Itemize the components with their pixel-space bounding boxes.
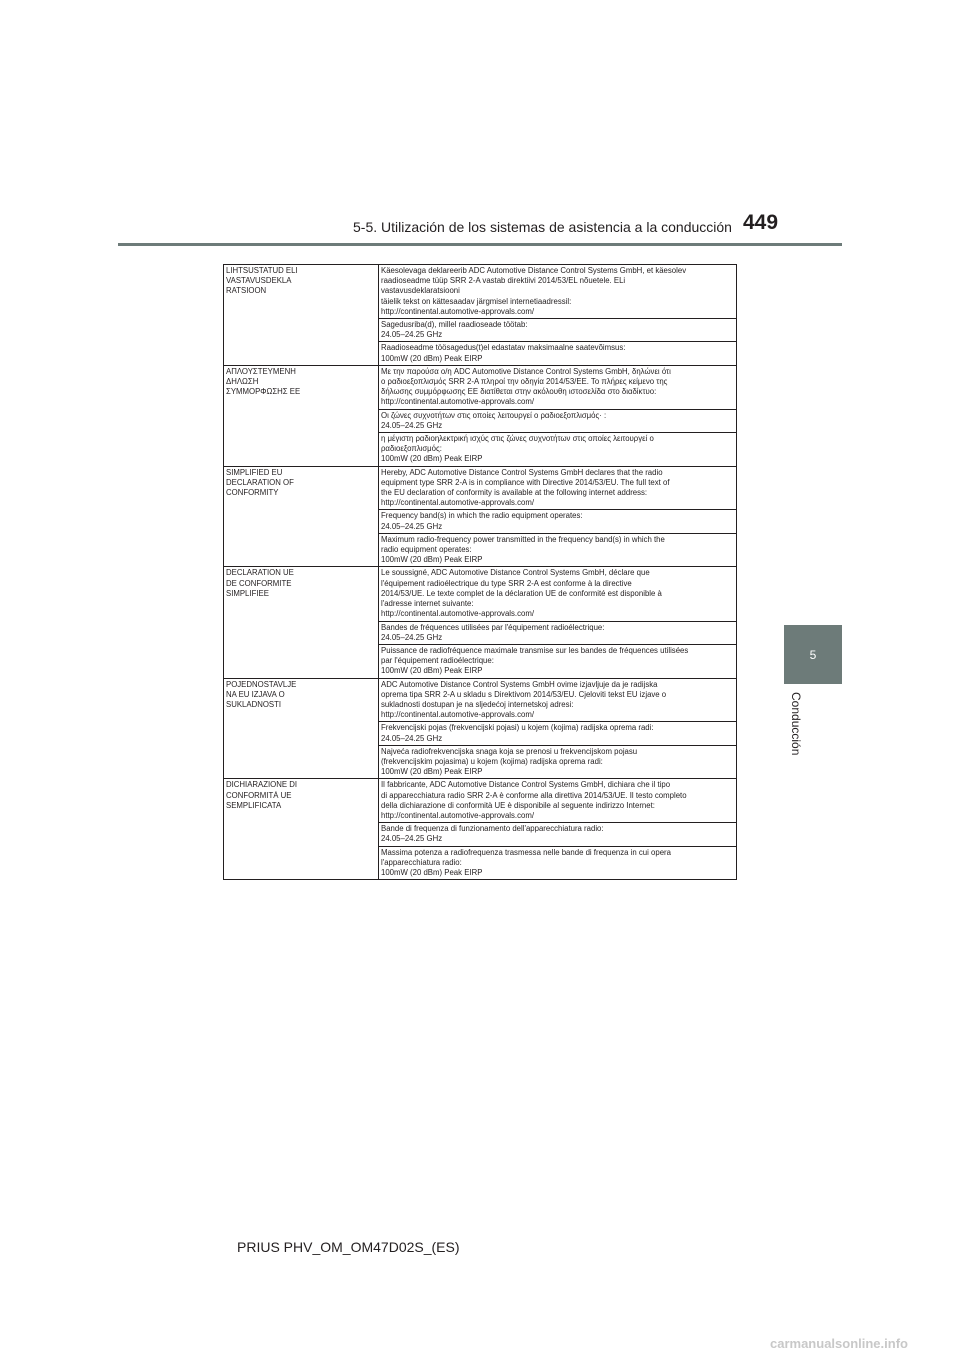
declaration-title-line: SIMPLIFIED EU <box>226 467 283 477</box>
declaration-text-line: the EU declaration of conformity is available at the following internet address: <box>381 488 648 498</box>
declaration-text-line: Raadioseadme töösagedus(t)el edastatav maksimaalne saatevõimsus: <box>381 343 626 353</box>
declaration-text-line: di apparecchiatura radio SRR 2-A è conforme alla direttiva 2014/53/UE. Il testo completo <box>381 790 687 800</box>
declaration-text-cell <box>379 409 737 432</box>
declaration-text-line: ADC Automotive Distance Control Systems GmbH ovime izjavljuje da je radijska <box>381 679 658 689</box>
declaration-text-line: Sagedusriba(d), millel raadioseade töötab: <box>381 320 528 330</box>
declaration-title-line: ΑΠΛΟΥΣΤΕΥΜΕΝΗ <box>226 366 296 376</box>
declaration-text-cell <box>379 365 737 409</box>
declaration-title-line: VASTAVUSDEKLA <box>226 276 292 286</box>
table-row <box>224 678 737 722</box>
declaration-text-line: http://continental.automotive-approvals.com/ <box>381 810 534 820</box>
declaration-text-line: http://continental.automotive-approvals.com/ <box>381 498 534 508</box>
table-row <box>224 365 737 409</box>
declaration-title-cell <box>224 265 379 366</box>
declaration-title-line: SEMPLIFICATA <box>226 800 282 810</box>
declaration-text-cell <box>379 433 737 467</box>
declaration-text-line: 24.05–24.25 GHz <box>381 733 443 743</box>
declaration-text-line: 24.05–24.25 GHz <box>381 834 443 844</box>
declaration-text-line: vastavusdeklaratsiooni <box>381 286 460 296</box>
declaration-title-line: NA EU IZJAVA O <box>226 689 285 699</box>
table-row <box>224 466 737 510</box>
declaration-text-cell <box>379 745 737 779</box>
table-row <box>224 567 737 621</box>
declaration-text-line: 24.05–24.25 GHz <box>381 420 443 430</box>
declaration-text-line: η μέγιστη ραδιοηλεκτρική ισχύς στις ζώνες συχνοτήτων στις οποίες λειτουργεί ο <box>381 434 654 444</box>
chapter-number: 5 <box>809 647 817 662</box>
declaration-text-cell <box>379 823 737 846</box>
declaration-text-line: Bande di frequenza di funzionamento dell'apparecchiatura radio: <box>381 824 604 834</box>
declaration-text-line: 2014/53/UE. Le texte complet de la déclaration UE de conformité est disponible à <box>381 588 662 598</box>
declaration-text-line: http://continental.automotive-approvals.com/ <box>381 609 534 619</box>
declaration-text-cell <box>379 265 737 319</box>
declaration-text-line: sukladnosti dostupan je na sljedećoj internetskoj adresi: <box>381 699 574 709</box>
declarations-table <box>223 264 737 880</box>
header-rule <box>118 243 842 246</box>
declaration-title-cell <box>224 779 379 880</box>
declaration-text-line: ραδιοεξοπλισμός: <box>381 444 442 454</box>
declaration-text-cell <box>379 846 737 880</box>
declaration-text-line: 24.05–24.25 GHz <box>381 632 443 642</box>
declaration-text-line: Massima potenza a radiofrequenza trasmessa nelle bande di frequenza in cui opera <box>381 847 671 857</box>
declaration-text-line: equipment type SRR 2-A is in compliance with Directive 2014/53/EU. The full text of <box>381 477 670 487</box>
chapter-label: Conducción <box>789 692 803 756</box>
document-code: PRIUS PHV_OM_OM47D02S_(ES) <box>237 1239 460 1255</box>
declaration-title-line: POJEDNOSTAVLJE <box>226 679 297 689</box>
declaration-text-line: Bandes de fréquences utilisées par l'équipement radioélectrique: <box>381 622 605 632</box>
declaration-text-line: 100mW (20 dBm) Peak EIRP <box>381 353 483 363</box>
declaration-text-line: l'équipement radioélectrique du type SRR 2-A est conforme à la directive <box>381 578 632 588</box>
declaration-title-line: CONFORMITY <box>226 488 279 498</box>
declaration-text-line: Με την παρούσα ο/η ADC Automotive Distance Control Systems GmbH, δηλώνει ότι <box>381 366 671 376</box>
declaration-text-cell <box>379 533 737 567</box>
declaration-text-line: Frekvencijski pojas (frekvencijski pojasi) u kojem (kojima) radijska oprema radi: <box>381 723 654 733</box>
declarations-table-body <box>224 265 737 880</box>
declaration-text-line: (frekvencijskim pojasima) u kojem (kojima) radijska oprema radi: <box>381 756 603 766</box>
declaration-title-line: DECLARATION UE <box>226 568 294 578</box>
declaration-text-line: Frequency band(s) in which the radio equipment operates: <box>381 511 583 521</box>
declaration-text-line: Le soussigné, ADC Automotive Distance Control Systems GmbH, déclare que <box>381 568 650 578</box>
declaration-text-line: Οι ζώνες συχνοτήτων στις οποίες λειτουργεί ο ραδιοεξοπλισμός· : <box>381 410 607 420</box>
declaration-title-line: CONFORMITÀ UE <box>226 790 292 800</box>
declaration-title-line: RATSIOON <box>226 286 267 296</box>
declaration-text-cell <box>379 779 737 823</box>
declaration-text-line: Puissance de radiofréquence maximale transmise sur les bandes de fréquences utilisées <box>381 645 689 655</box>
declaration-text-line: Najveća radiofrekvencijska snaga koja se prenosi u frekvencijskom pojasu <box>381 746 638 756</box>
declaration-text-cell <box>379 644 737 678</box>
declaration-title-line: DE CONFORMITE <box>226 578 292 588</box>
declaration-title-line: SUKLADNOSTI <box>226 699 282 709</box>
page-number: 449 <box>743 211 779 234</box>
declaration-text-line: Maximum radio-frequency power transmitted in the frequency band(s) in which the <box>381 534 665 544</box>
chapter-tab <box>784 625 842 684</box>
declaration-text-line: l'adresse internet suivante: <box>381 599 474 609</box>
declaration-text-line: 100mW (20 dBm) Peak EIRP <box>381 867 483 877</box>
declaration-text-line: Il fabbricante, ADC Automotive Distance Control Systems GmbH, dichiara che il tipo <box>381 780 671 790</box>
declaration-text-line: http://continental.automotive-approvals.com/ <box>381 397 534 407</box>
declaration-title-cell <box>224 567 379 678</box>
table-row <box>224 779 737 823</box>
declaration-text-line: par l'équipement radioélectrique: <box>381 656 494 666</box>
declaration-text-cell <box>379 510 737 533</box>
declaration-text-line: oprema tipa SRR 2-A u skladu s Direktivom 2014/53/EU. Cjeloviti tekst EU izjave o <box>381 689 667 699</box>
declaration-text-line: 24.05–24.25 GHz <box>381 330 443 340</box>
table-row <box>224 265 737 319</box>
declaration-text-line: ο ραδιοεξοπλισμός SRR 2-A πληροί την οδηγία 2014/53/ΕΕ. Το πλήρες κείμενο της <box>381 377 668 387</box>
declaration-text-cell <box>379 567 737 621</box>
declaration-text-line: δήλωσης συμμόρφωσης ΕΕ διατίθεται στην ακόλουθη ιστοσελίδα στο διαδίκτυο: <box>381 387 657 397</box>
declaration-text-line: 100mW (20 dBm) Peak EIRP <box>381 666 483 676</box>
declaration-text-cell <box>379 342 737 365</box>
declaration-text-line: 24.05–24.25 GHz <box>381 521 443 531</box>
declaration-title-cell <box>224 466 379 567</box>
declaration-text-line: http://continental.automotive-approvals.com/ <box>381 306 534 316</box>
declaration-text-line: l'apparecchiatura radio: <box>381 857 462 867</box>
declaration-title-cell <box>224 365 379 466</box>
declaration-text-line: radio equipment operates: <box>381 545 472 555</box>
declaration-text-line: della dichiarazione di conformità UE è disponibile al seguente indirizzo Internet: <box>381 800 655 810</box>
declaration-title-line: LIHTSUSTATUD ELI <box>226 266 298 275</box>
section-title: 5-5. Utilización de los sistemas de asistencia a la conducción <box>353 219 732 235</box>
declaration-text-line: Käesolevaga deklareerib ADC Automotive Distance Control Systems GmbH, et käesolev <box>381 266 687 275</box>
declaration-text-line: 100mW (20 dBm) Peak EIRP <box>381 454 483 464</box>
declaration-text-cell <box>379 722 737 745</box>
declaration-title-line: DICHIARAZIONE DI <box>226 780 298 790</box>
declaration-title-line: SIMPLIFIEE <box>226 588 269 598</box>
declaration-text-line: raadioseadme tüüp SRR 2-A vastab direktiivi 2014/53/EL nõuetele. ELi <box>381 276 626 286</box>
declaration-text-line: täielik tekst on kättesaadav järgmisel internetiaadressil: <box>381 296 572 306</box>
declaration-title-line: DECLARATION OF <box>226 477 294 487</box>
declaration-title-line: ΣΥΜΜΟΡΦΩΣΗΣ ΕΕ <box>226 387 301 397</box>
declaration-text-cell <box>379 466 737 510</box>
declaration-title-line: ΔΗΛΩΣΗ <box>226 377 259 387</box>
watermark: carmanualsonline.info <box>770 1336 908 1351</box>
declaration-text-line: http://continental.automotive-approvals.com/ <box>381 710 534 720</box>
declaration-text-line: 100mW (20 dBm) Peak EIRP <box>381 555 483 565</box>
declaration-text-line: Hereby, ADC Automotive Distance Control Systems GmbH declares that the radio <box>381 467 663 477</box>
declaration-text-cell <box>379 678 737 722</box>
declaration-text-line: 100mW (20 dBm) Peak EIRP <box>381 767 483 777</box>
declaration-text-cell <box>379 319 737 342</box>
declaration-title-cell <box>224 678 379 779</box>
declaration-text-cell <box>379 621 737 644</box>
